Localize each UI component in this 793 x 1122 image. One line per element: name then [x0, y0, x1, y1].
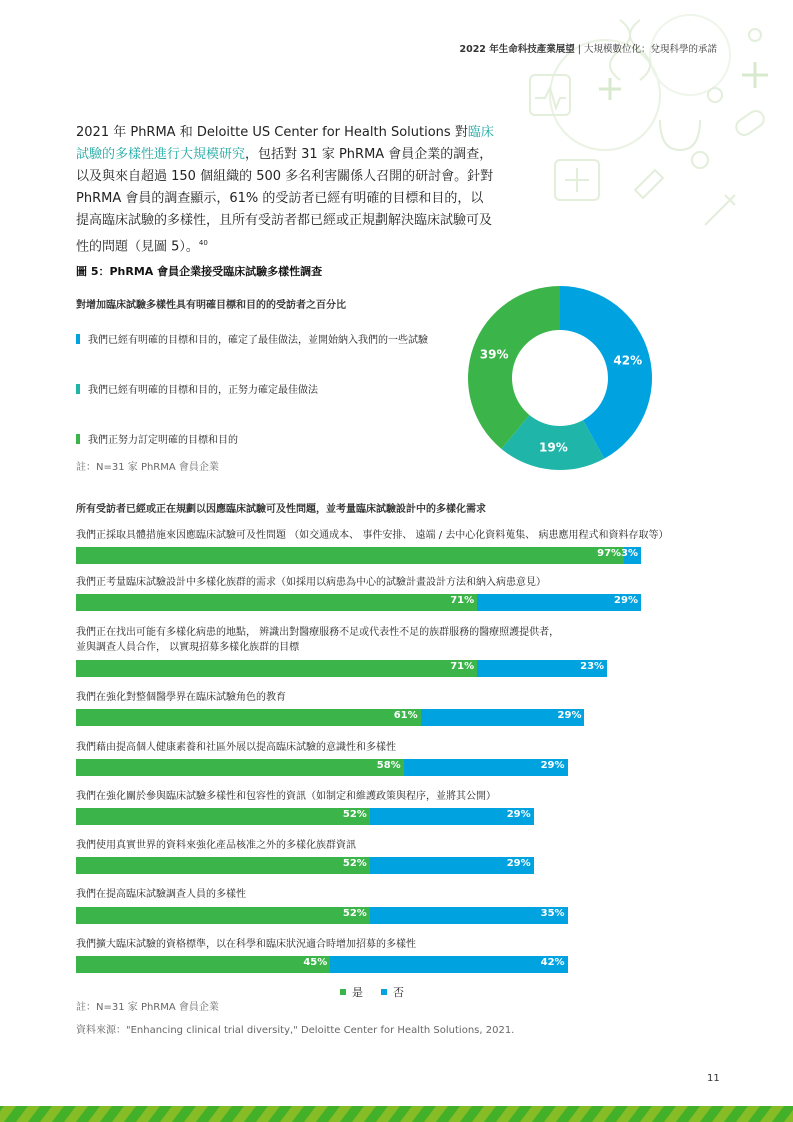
donut-value-label: 39%	[479, 347, 509, 362]
bar-value-label: 52%	[342, 908, 367, 919]
bar-no	[621, 547, 641, 564]
bar-no	[330, 956, 567, 973]
legend-swatch-teal	[76, 384, 80, 394]
legend-swatch-yes	[340, 989, 346, 995]
bar-yes	[76, 857, 370, 874]
bar-value-label: 45%	[303, 957, 328, 968]
bar-yes	[76, 759, 404, 776]
donut-note: 註：N=31 家 PhRMA 會員企業	[76, 462, 219, 473]
bar-category-label: 我們正採取具體措施來因應臨床試驗可及性問題 （如交通成本、 事件安排、 遠端 / 去中心化資料蒐集、 病患應用程式和資料存取等）	[76, 530, 669, 541]
syringe-icon	[635, 170, 663, 198]
legend-label: 我們已經有明確的目標和目的，確定了最佳做法，並開始納入我們的一些試驗	[88, 335, 428, 346]
bar-no	[421, 709, 585, 726]
bar-note: 註：N=31 家 PhRMA 會員企業	[76, 1002, 219, 1013]
bar-value-label: 29%	[540, 760, 565, 771]
bar-category-label: 我們藉由提高個人健康素養和社區外展以提高臨床試驗的意識性和多樣性	[76, 742, 396, 753]
bar-value-label: 52%	[342, 858, 367, 869]
bar-yes	[76, 709, 421, 726]
bar-yes	[76, 808, 370, 825]
pill-icon	[733, 108, 767, 138]
figure-title: 圖 5：PhRMA 會員企業接受臨床試驗多樣性調查	[76, 265, 323, 278]
bar-no	[370, 907, 568, 924]
donut-chart	[466, 282, 654, 474]
bar-no	[404, 759, 568, 776]
header-title-bold: 2022 年生命科技產業展望	[459, 44, 575, 55]
donut-legend-item	[76, 331, 428, 346]
bar-value-label: 23%	[580, 661, 605, 672]
legend-no: 否	[393, 986, 404, 999]
header-title-rest: 大規模數位化：兌現科學的承諾	[583, 44, 717, 55]
bar-yes	[76, 956, 330, 973]
bar-no	[477, 660, 607, 677]
bar-category-label: 我們正在找出可能有多樣化病患的地點， 辨識出對醫療服務不足或代表性不足的族群服務的醫療照護提供者， 並與調查人員合作， 以實現招募多樣化族群的目標	[76, 627, 560, 653]
bar-no	[370, 808, 534, 825]
bar-value-label: 52%	[342, 809, 367, 820]
study-link[interactable]: 臨床試驗的多樣性進行大規模研究	[76, 125, 494, 162]
bar-value-label: 97%	[597, 548, 622, 559]
donut-value-label: 42%	[613, 353, 643, 368]
stethoscope-icon	[660, 120, 700, 150]
legend-label: 我們已經有明確的目標和目的，正努力確定最佳做法	[88, 385, 318, 396]
donut-legend-item	[76, 381, 318, 396]
bar-category-label: 我們正考量臨床試驗設計中多樣化族群的需求（如採用以病患為中心的試驗計畫設計方法和納入病患意見）	[76, 577, 546, 588]
donut-value-label: 19%	[539, 440, 568, 455]
bar-value-label: 29%	[506, 809, 531, 820]
bar-value-label: 61%	[393, 710, 418, 721]
bar-yes	[76, 547, 624, 564]
intro-text-2: ，包括對 31 家 PhRMA 會員企業的調查，以及與來自超過 150 個組織的 500 多名利害關係人召開的研討會。針對 PhRMA 會員的調查顯示，61% 的受訪者已經有明確的目標和目的，以提高臨床試驗的多樣性，且所有受訪者都已經或正規劃解決臨床試驗可及性的問題（見圖 5）。	[76, 147, 494, 255]
bar-yes	[76, 660, 477, 677]
bar-value-label: 42%	[540, 957, 565, 968]
bar-no	[370, 857, 534, 874]
legend-label: 我們正努力訂定明確的目標和目的	[88, 435, 238, 446]
legend-swatch-no	[381, 989, 387, 995]
header-separator: |	[577, 44, 581, 55]
bar-value-label: 71%	[450, 661, 475, 672]
bar-category-label: 我們在強化關於參與臨床試驗多樣性和包容性的資訊（如制定和維護政策與程序，並將其公開）	[76, 791, 496, 802]
bar-category-label: 我們使用真實世界的資料來強化產品核准之外的多樣化族群資訊	[76, 840, 356, 851]
bar-legend	[340, 984, 404, 1000]
footnote-ref: 40	[198, 239, 208, 247]
legend-swatch-green	[76, 434, 80, 444]
bar-value-label: 3%	[621, 548, 638, 559]
intro-paragraph	[76, 122, 496, 258]
bar-yes	[76, 594, 477, 611]
header-title	[459, 41, 717, 55]
legend-yes: 是	[352, 986, 363, 999]
bar-value-label: 29%	[506, 858, 531, 869]
donut-legend-item	[76, 431, 238, 446]
bar-value-label: 71%	[450, 595, 475, 606]
decorative-medical-icons	[500, 0, 793, 240]
bar-value-label: 35%	[540, 908, 565, 919]
bar-category-label: 我們在提高臨床試驗調查人員的多樣性	[76, 889, 246, 900]
footer-stripe	[0, 1106, 793, 1122]
bar-value-label: 29%	[614, 595, 638, 606]
source-note: 資料來源："Enhancing clinical trial diversity," Deloitte Center for Health Solutions, 2021.	[76, 1025, 515, 1036]
bar-chart-subtitle: 所有受訪者已經或正在規劃以因應臨床試驗可及性問題，並考量臨床試驗設計中的多樣化需求	[76, 504, 486, 515]
legend-swatch-blue	[76, 334, 80, 344]
donut-subtitle: 對增加臨床試驗多樣性具有明確目標和目的的受訪者之百分比	[76, 300, 346, 311]
bar-category-label: 我們在強化對整個醫學界在臨床試驗角色的教育	[76, 692, 286, 703]
bar-value-label: 58%	[376, 760, 401, 771]
bar-no	[477, 594, 641, 611]
bar-value-label: 29%	[557, 710, 582, 721]
bar-yes	[76, 907, 370, 924]
intro-text-1: 2021 年 PhRMA 和 Deloitte US Center for Health Solutions 對	[76, 125, 468, 140]
bar-category-label: 我們擴大臨床試驗的資格標準，以在科學和臨床狀況適合時增加招募的多樣性	[76, 939, 416, 950]
page-number: 11	[707, 1073, 720, 1084]
